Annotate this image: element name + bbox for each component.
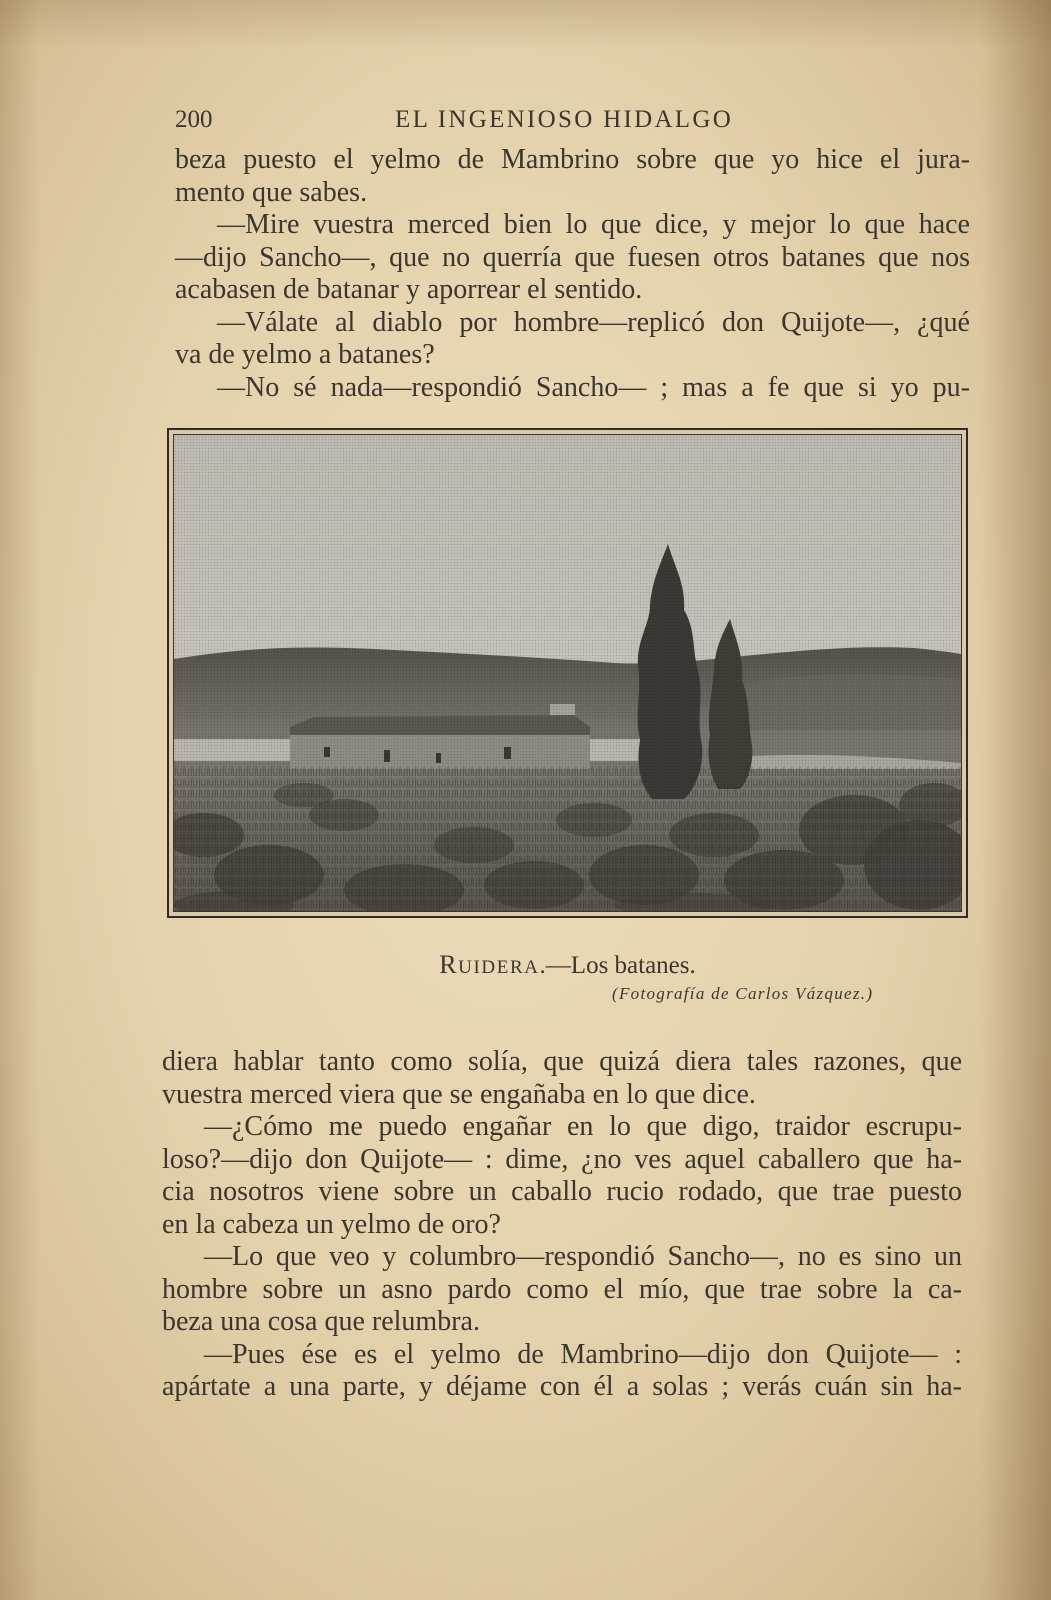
text-line: diera hablar tanto como solía, que quizá diera tales razones, que [162, 1046, 962, 1077]
caption-title: .—Los batanes. [539, 952, 696, 979]
text-line: apártate a una parte, y déjame con él a solas ; verás cuán sin ha- [162, 1371, 962, 1402]
figure-caption [167, 950, 968, 983]
photograph-los-batanes [173, 434, 962, 912]
body-text-top [175, 144, 970, 404]
text-line: beza puesto el yelmo de Mambrino sobre que yo hice el jura- [175, 144, 970, 175]
photo-halftone [174, 435, 961, 911]
photograph-frame [167, 428, 968, 918]
text-line: —Mire vuestra merced bien lo que dice, y mejor lo que hace [217, 209, 970, 240]
text-line: acabasen de batanar y aporrear el sentido. [175, 274, 643, 305]
photo-credit: (Fotografía de Carlos Vázquez.) [612, 984, 874, 1003]
text-line: —¿Cómo me puedo engañar en lo que digo, traidor escrupu- [204, 1111, 962, 1142]
text-line: cia nosotros viene sobre un caballo rucio rodado, que trae puesto [162, 1176, 962, 1207]
text-line: vuestra merced viera que se engañaba en lo que dice. [162, 1078, 756, 1110]
text-line: —Válate al diablo por hombre—replicó don Quijote—, ¿qué [217, 306, 970, 338]
text-line: hombre sobre un asno pardo como el mío, que trae sobre la ca- [162, 1273, 962, 1305]
text-line: loso?—dijo don Quijote— : dime, ¿no ves aquel caballero que ha- [162, 1143, 962, 1175]
caption-place: RUIDERA [439, 950, 540, 979]
text-line: mento que sabes. [175, 176, 368, 208]
body-text-bottom [162, 1046, 962, 1404]
running-title: EL INGENIOSO HIDALGO [395, 106, 734, 133]
text-line: —Pues ése es el yelmo de Mambrino—dijo don Quijote— : [204, 1338, 962, 1370]
text-line: en la cabeza un yelmo de oro? [162, 1208, 501, 1240]
running-head [175, 104, 970, 136]
text-line: —Lo que veo y columbro—respondió Sancho—, no es sino un [204, 1241, 962, 1272]
text-line: beza una cosa que relumbra. [162, 1306, 480, 1337]
text-line: —dijo Sancho—, que no querría que fuesen otros batanes que nos [175, 241, 970, 273]
text-line: va de yelmo a batanes? [175, 339, 435, 370]
page-number: 200 [175, 106, 213, 133]
text-line: —No sé nada—respondió Sancho— ; mas a fe que si yo pu- [217, 371, 970, 403]
